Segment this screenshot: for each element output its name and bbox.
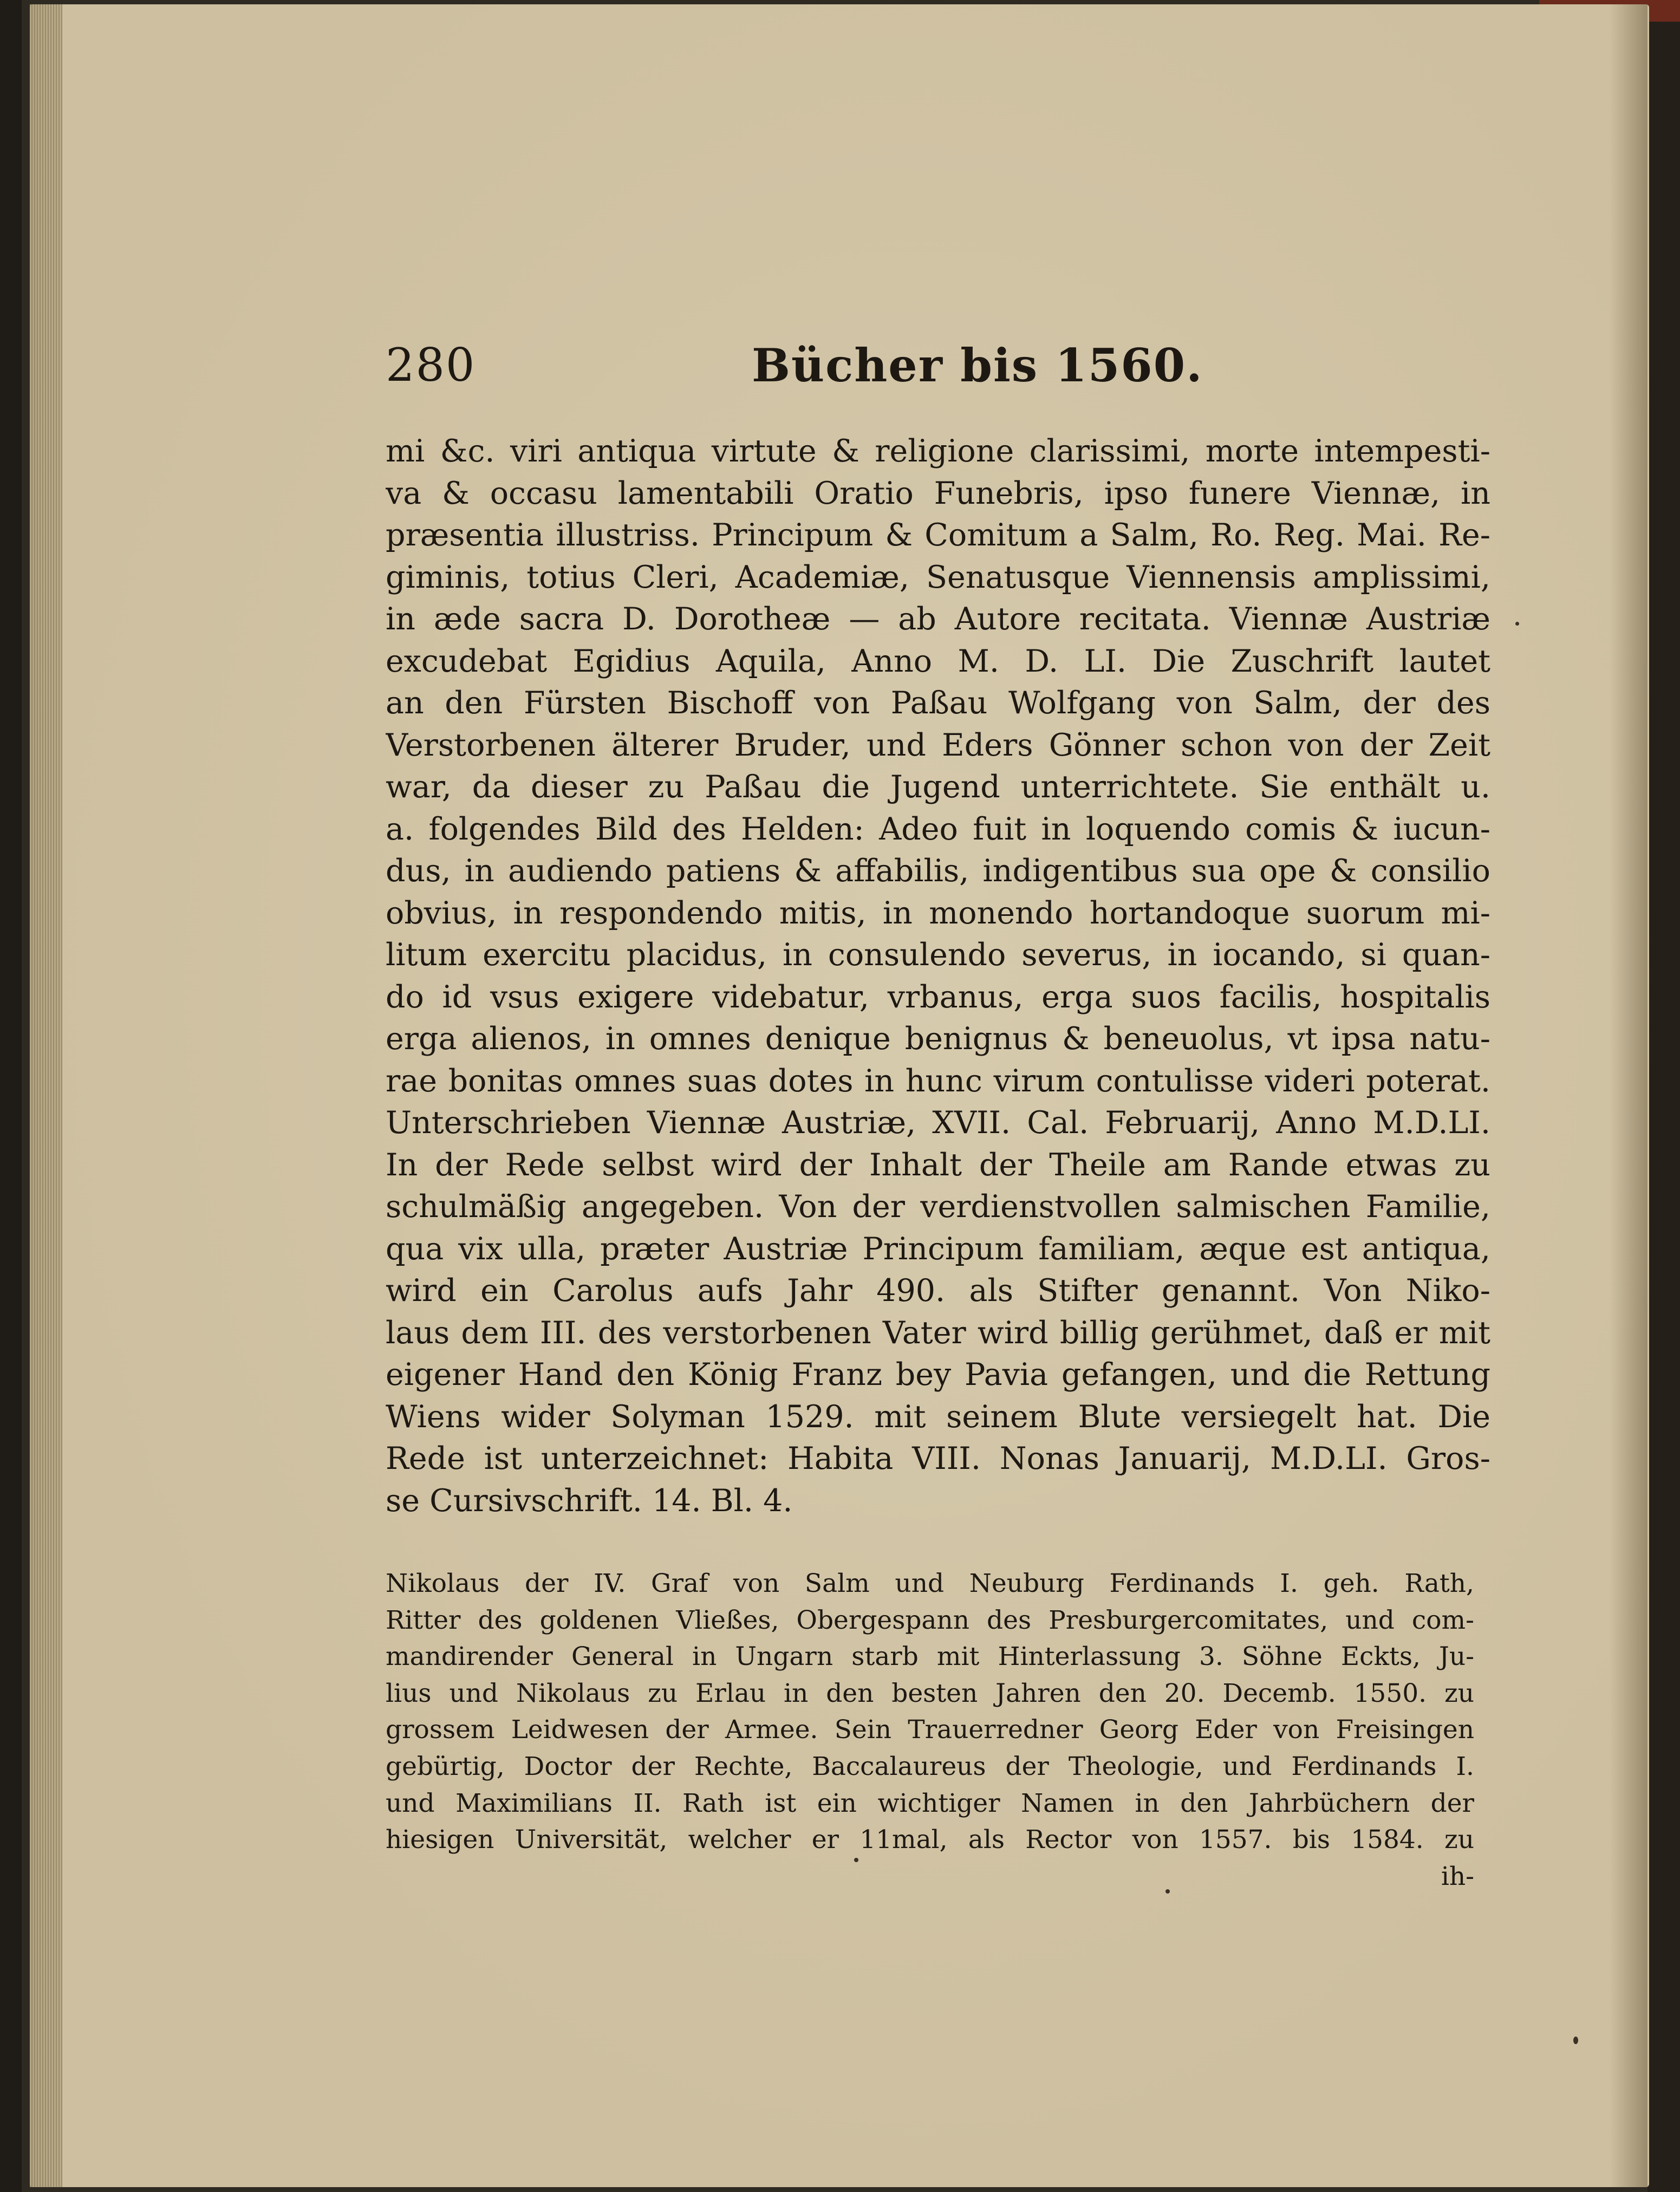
text-line: laus dem III. des verstorbenen Vater wird billig gerühmet, daß er mit [386,1315,1490,1351]
page-number: 280 [386,339,476,392]
footnote-line: mandirender General in Ungarn starb mit Hinterlassung 3. Söhne Eckts, Ju- [386,1642,1474,1672]
text-line: præsentia illustriss. Principum & Comitum a Salm, Ro. Reg. Mai. Re- [386,517,1490,553]
text-line: erga alienos, in omnes denique benignus & beneuolus, vt ipsa natu- [386,1021,1490,1057]
paper-speck [1165,1889,1170,1894]
running-head: Bücher bis 1560. [752,339,1203,392]
paper-speck [854,1858,858,1862]
footnote-block [386,1565,1474,1895]
text-line: excudebat Egidius Aquila, Anno M. D. LI. Die Zuschrift lautet [386,643,1490,679]
text-line: litum exercitu placidus, in consulendo severus, in iocando, si quan- [386,937,1490,973]
text-line: giminis, totius Cleri, Academiæ, Senatusque Viennensis amplissimi, [386,559,1490,595]
scan-background-right [1648,0,1680,2192]
text-line: eigener Hand den König Franz bey Pavia gefangen, und die Rettung [386,1357,1490,1393]
footnote-line: gebürtig, Doctor der Rechte, Baccalaureus der Theologie, und Ferdinands I. [386,1751,1474,1781]
text-line: In der Rede selbst wird der Inhalt der Theile am Rande etwas zu [386,1147,1490,1183]
footnote-line: lius und Nikolaus zu Erlau in den besten Jahren den 20. Decemb. 1550. zu [386,1678,1474,1708]
text-line: rae bonitas omnes suas dotes in hunc virum contulisse videri poterat. [386,1063,1490,1099]
text-line: Rede ist unterzeichnet: Habita VIII. Nonas Januarij, M.D.LI. Gros- [386,1441,1490,1476]
text-line: mi &c. viri antiqua virtute & religione clarissimi, morte intempesti- [386,433,1490,469]
footnote-line: grossem Leidwesen der Armee. Sein Trauerredner Georg Eder von Freisingen [386,1715,1474,1745]
text-line: Verstorbenen älterer Bruder, und Eders Gönner schon von der Zeit [386,727,1490,763]
paper-speck [1573,2037,1578,2044]
text-line: schulmäßig angegeben. Von der verdienstvollen salmischen Familie, [386,1189,1490,1225]
footnote-line: Nikolaus der IV. Graf von Salm und Neuburg Ferdinands I. geh. Rath, [386,1569,1474,1598]
gutter-shadow [1610,4,1648,2187]
text-line: do id vsus exigere videbatur, vrbanus, erga suos facilis, hospitalis [386,979,1490,1015]
paper-speck [1515,622,1519,626]
text-line: Wiens wider Solyman 1529. mit seinem Blute versiegelt hat. Die [386,1399,1490,1435]
scan-background-left [0,0,22,2192]
text-line: war, da dieser zu Paßau die Jugend unterrichtete. Sie enthält u. [386,769,1490,805]
footnote-line: und Maximilians II. Rath ist ein wichtiger Namen in den Jahrbüchern der [386,1788,1474,1818]
page-stack-edges [30,4,62,2187]
text-line: a. folgendes Bild des Helden: Adeo fuit in loquendo comis & iucun- [386,811,1490,847]
footnote-line: Ritter des goldenen Vließes, Obergespann des Presburgercomitates, und com- [386,1605,1474,1635]
text-line: obvius, in respondendo mitis, in monendo hortandoque suorum mi- [386,895,1490,931]
text-line: wird ein Carolus aufs Jahr 490. als Stifter genannt. Von Niko- [386,1273,1490,1309]
text-line: va & occasu lamentabili Oratio Funebris, ipso funere Viennæ, in [386,475,1490,511]
text-line: qua vix ulla, præter Austriæ Principum familiam, æque est antiqua, [386,1231,1490,1267]
text-line: in æde sacra D. Dorotheæ — ab Autore recitata. Viennæ Austriæ [386,601,1490,637]
text-line: an den Fürsten Bischoff von Paßau Wolfgang von Salm, der des [386,685,1490,721]
footnote-line: hiesigen Universität, welcher er 11mal, als Rector von 1557. bis 1584. zu [386,1825,1474,1855]
page-header [386,339,1469,409]
main-text-block [386,431,1490,1522]
text-line: Unterschrieben Viennæ Austriæ, XVII. Cal. Februarij, Anno M.D.LI. [386,1105,1490,1141]
text-line: se Cursivschrift. 14. Bl. 4. [386,1482,793,1519]
text-line: dus, in audiendo patiens & affabilis, indigentibus sua ope & consilio [386,853,1490,889]
catchword: ih- [1441,1861,1474,1891]
